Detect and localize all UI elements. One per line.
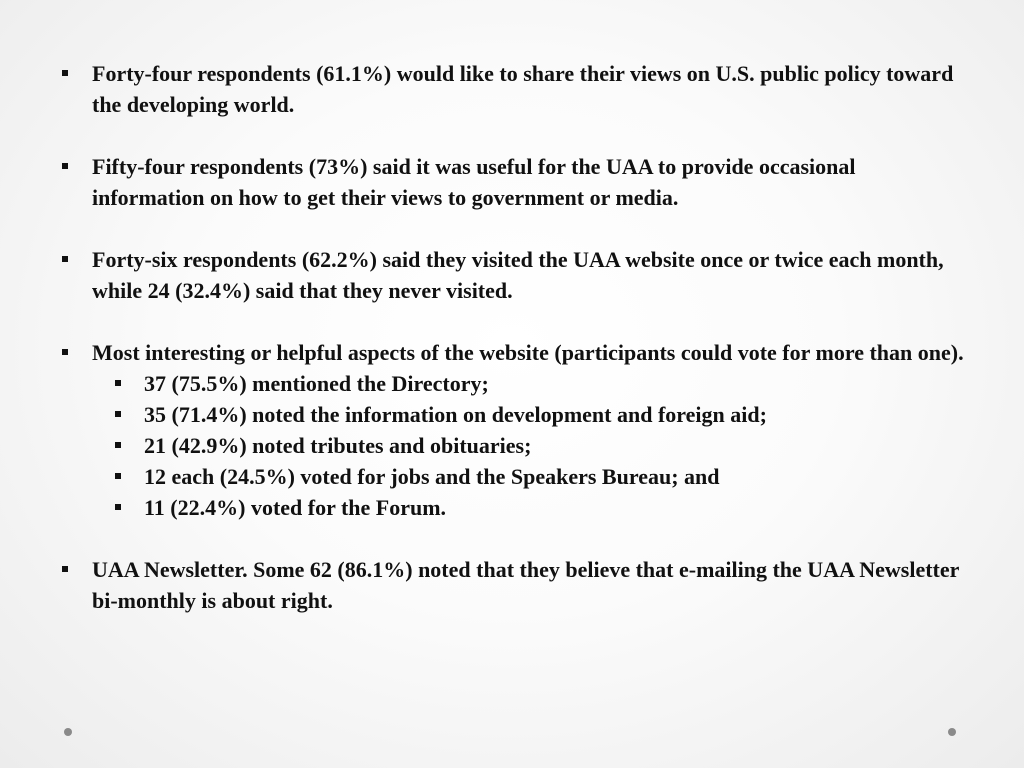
sub-list-item <box>92 492 965 523</box>
bullet-text: Forty-four respondents (61.1%) would like to share their views on U.S. public policy toward the developing world. <box>92 61 954 117</box>
sub-item-text: 37 (75.5%) mentioned the Directory; <box>144 371 489 396</box>
slide-content <box>60 58 965 616</box>
decorative-dot-icon <box>948 728 956 736</box>
sub-item-text: 35 (71.4%) noted the information on development and foreign aid; <box>144 402 767 427</box>
square-bullet-icon <box>62 256 68 262</box>
sub-list <box>92 368 965 523</box>
square-bullet-icon <box>62 70 68 76</box>
square-bullet-icon <box>62 163 68 169</box>
bullet-text: UAA Newsletter. Some 62 (86.1%) noted that they believe that e-mailing the UAA Newsletter bi-monthly is about right. <box>92 557 960 613</box>
bullet-item <box>60 244 965 306</box>
square-bullet-icon <box>115 504 121 510</box>
sub-list-item <box>92 368 965 399</box>
bullet-item <box>60 58 965 120</box>
square-bullet-icon <box>62 566 68 572</box>
square-bullet-icon <box>115 473 121 479</box>
sub-list-item <box>92 399 965 430</box>
bullet-item <box>60 337 965 523</box>
square-bullet-icon <box>62 349 68 355</box>
square-bullet-icon <box>115 411 121 417</box>
sub-item-text: 12 each (24.5%) voted for jobs and the Speakers Bureau; and <box>144 464 720 489</box>
sub-item-text: 11 (22.4%) voted for the Forum. <box>144 495 447 520</box>
square-bullet-icon <box>115 442 121 448</box>
bullet-text: Forty-six respondents (62.2%) said they visited the UAA website once or twice each month, while 24 (32.4%) said that they never visited. <box>92 247 944 303</box>
sub-list-item <box>92 430 965 461</box>
square-bullet-icon <box>115 380 121 386</box>
bullet-item <box>60 151 965 213</box>
bullet-text: Most interesting or helpful aspects of the website (participants could vote for more than one). <box>92 340 964 365</box>
sub-item-text: 21 (42.9%) noted tributes and obituaries; <box>144 433 532 458</box>
sub-list-item <box>92 461 965 492</box>
decorative-dot-icon <box>64 728 72 736</box>
bullet-text: Fifty-four respondents (73%) said it was useful for the UAA to provide occasional information on how to get their views to government or media. <box>92 154 856 210</box>
bullet-item <box>60 554 965 616</box>
